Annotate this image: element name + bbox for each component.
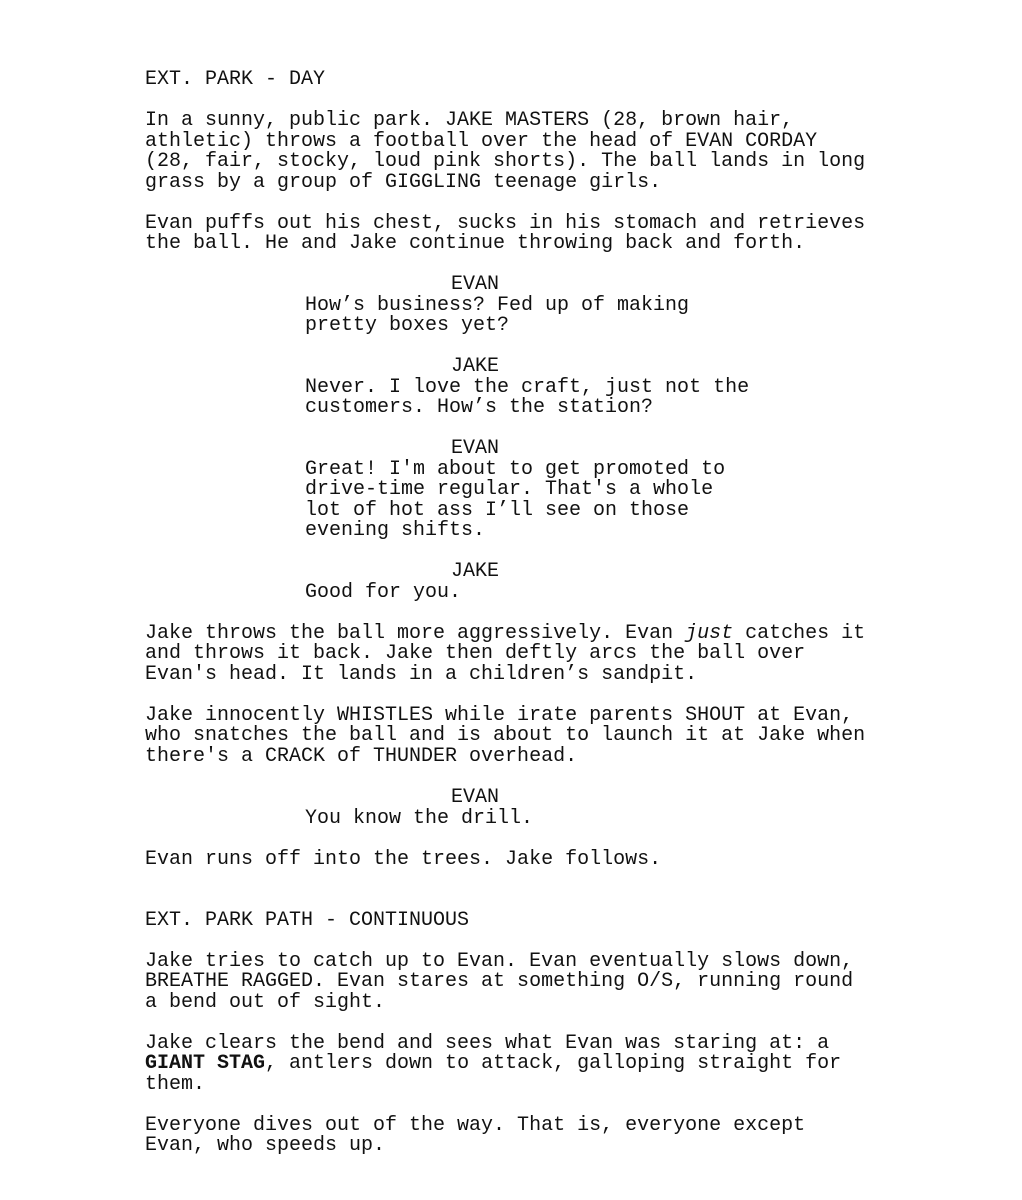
action-line: a bend out of sight. — [145, 990, 386, 1014]
action-line: there's a CRACK of THUNDER overhead. — [145, 744, 578, 768]
action-line — [145, 621, 866, 645]
action-line: Evan runs off into the trees. Jake follows. — [145, 847, 662, 871]
emphasis-text: just — [685, 621, 734, 645]
dialogue-line: Never. I love the craft, just not the — [305, 375, 750, 399]
action-line: athletic) throws a football over the head of EVAN CORDAY — [145, 129, 818, 153]
action-line: Jake innocently WHISTLES while irate parents SHOUT at Evan, — [145, 703, 854, 727]
action-line: Jake tries to catch up to Evan. Evan eventually slows down, — [145, 949, 854, 973]
dialogue-line: drive-time regular. That's a whole — [305, 478, 714, 501]
dialogue-line: How’s business? Fed up of making — [305, 293, 690, 317]
dialogue-line: pretty boxes yet? — [305, 314, 510, 337]
action-line: grass by a group of GIGGLING teenage girls. — [145, 170, 662, 194]
action-line: the ball. He and Jake continue throwing back and forth. — [145, 232, 806, 255]
action-line: who snatches the ball and is about to launch it at Jake when — [145, 724, 866, 747]
action-line: (28, fair, stocky, loud pink shorts). The ball lands in long — [145, 150, 866, 173]
action-line: BREATHE RAGGED. Evan stares at something O/S, running round — [145, 970, 854, 993]
action-line: and throws it back. Jake then deftly arcs the ball over — [145, 642, 806, 665]
scene-heading: EXT. PARK - DAY — [145, 68, 326, 91]
character-cue: JAKE — [451, 560, 500, 583]
action-line: Evan's head. It lands in a children’s sandpit. — [145, 662, 698, 686]
character-cue: EVAN — [451, 273, 500, 296]
action-line: them. — [145, 1072, 206, 1096]
action-text: Jake throws the ball more aggressively. Evan — [145, 621, 686, 645]
dialogue-line: lot of hot ass I’ll see on those — [305, 498, 690, 522]
action-line: Evan, who speeds up. — [145, 1134, 386, 1157]
action-line — [145, 1054, 841, 1075]
emphasis-text: GIANT STAG — [145, 1052, 266, 1075]
action-text: , antlers down to attack, galloping straight for — [265, 1052, 842, 1075]
character-cue: EVAN — [451, 437, 500, 460]
character-cue: JAKE — [451, 355, 500, 378]
character-cue: EVAN — [451, 786, 500, 809]
action-line: Jake clears the bend and sees what Evan was staring at: a — [145, 1031, 830, 1055]
dialogue-line: evening shifts. — [305, 519, 486, 542]
action-line: Evan puffs out his chest, sucks in his stomach and retrieves — [145, 211, 866, 235]
action-line: Everyone dives out of the way. That is, everyone except — [145, 1113, 806, 1137]
dialogue-line: customers. How’s the station? — [305, 396, 654, 419]
action-line: In a sunny, public park. JAKE MASTERS (28, brown hair, — [145, 109, 794, 132]
scene-heading: EXT. PARK PATH - CONTINUOUS — [145, 908, 470, 932]
dialogue-line: You know the drill. — [305, 806, 534, 830]
dialogue-line: Good for you. — [305, 580, 462, 604]
action-text: catches it — [733, 621, 866, 645]
dialogue-line: Great! I'm about to get promoted to — [305, 457, 726, 481]
